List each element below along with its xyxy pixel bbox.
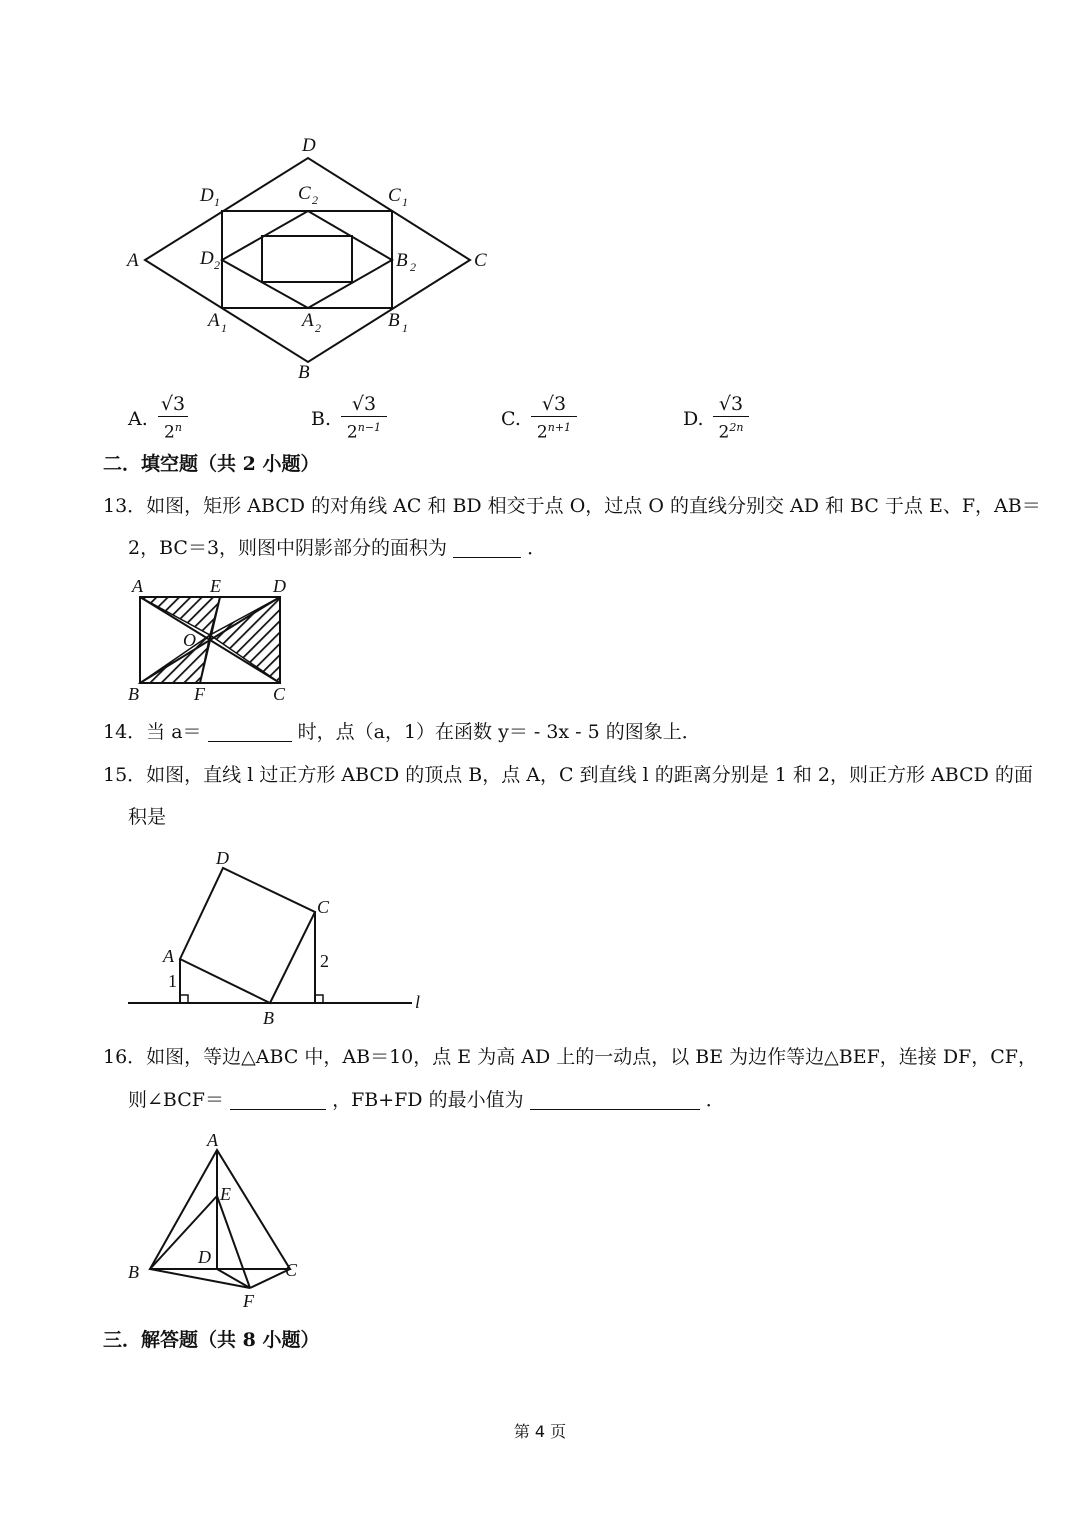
inner-rhombus (222, 211, 392, 308)
right-angle-c (315, 995, 323, 1003)
segment-cf (250, 1269, 290, 1288)
q16-min-value-blank[interactable] (530, 1091, 700, 1110)
right-angle-a (180, 995, 188, 1003)
option-b-letter[interactable]: B. (311, 408, 332, 430)
q13-label-C: C (273, 684, 286, 704)
q16-line1: 16．如图，等边△ABC 中，AB＝10，点 E 为高 AD 上的一动点，以 BE 为边作等边△BEF，连接 DF，CF， (103, 1046, 1037, 1068)
q14-answer-blank[interactable] (208, 723, 292, 742)
q15-label-D: D (216, 848, 229, 868)
label-A2-sub: 2 (315, 321, 321, 335)
q13-label-B: B (128, 684, 139, 704)
page-number: 第 4 页 (513, 1422, 567, 1441)
label-B1-sub: 1 (402, 321, 408, 335)
label-D2: D (200, 248, 214, 269)
label-C2: C (298, 183, 311, 204)
square-abcd (180, 868, 315, 1003)
q12-rhombus-figure (120, 128, 500, 388)
option-b-fraction[interactable]: √3 $2^{n-1}$ (341, 393, 387, 443)
q13-line1: 13．如图，矩形 ABCD 的对角线 AC 和 BD 相交于点 O，过点 O 的直线分别交 AD 和 BC 于点 E、F，AB＝ (103, 495, 1041, 517)
q13-label-A: A (132, 576, 143, 596)
q15-label-one: 1 (168, 971, 177, 991)
label-C2-sub: 2 (312, 193, 318, 207)
label-B2-sub: 2 (410, 260, 416, 274)
q16-triangle-figure (120, 1128, 320, 1316)
label-A1: A (208, 310, 220, 331)
label-C1: C (388, 185, 401, 206)
q14-line: 14．当 a＝ 时，点（a，1）在函数 y＝ - 3x - 5 的图象上． (103, 721, 701, 743)
label-B2: B (396, 250, 408, 271)
option-d-letter[interactable]: D. (683, 408, 704, 430)
segment-ef (217, 1196, 250, 1288)
label-D2-sub: 2 (214, 258, 220, 272)
q15-square-figure (120, 842, 440, 1030)
triangle-abc (150, 1150, 290, 1269)
q13-label-E: E (210, 576, 221, 596)
inner-rectangle (262, 236, 352, 282)
q15-label-two: 2 (320, 951, 329, 971)
q15-line1: 15．如图，直线 l 过正方形 ABCD 的顶点 B，点 A，C 到直线 l 的距离分别是 1 和 2，则正方形 ABCD 的面 (103, 764, 1033, 786)
label-C: C (474, 250, 487, 271)
section-3-title: 三．解答题（共 8 小题） (103, 1329, 320, 1351)
section-2-title: 二．填空题（共 2 小题） (103, 453, 320, 475)
q15-label-A: A (163, 946, 174, 966)
q13-label-F: F (194, 684, 205, 704)
option-c-fraction[interactable]: √3 $2^{n+1}$ (531, 393, 577, 443)
q13-answer-blank[interactable] (453, 539, 521, 558)
q15-line2: 积是 (128, 806, 167, 828)
option-a-letter[interactable]: A. (128, 408, 148, 430)
label-A2: A (302, 310, 314, 331)
q15-label-l: l (415, 992, 421, 1012)
label-D1-sub: 1 (214, 195, 220, 209)
q16-line2: 则∠BCF＝ ，FB+FD 的最小值为 ． (128, 1089, 725, 1111)
q16-label-E: E (220, 1184, 231, 1204)
option-a-fraction[interactable]: √3 2$^n$ (158, 393, 188, 443)
q13-rectangle-figure (120, 576, 300, 704)
q15-label-B: B (263, 1008, 274, 1028)
q13-label-D: D (273, 576, 286, 596)
q13-label-O: O (183, 630, 196, 650)
shaded-triangle-aeo (140, 597, 220, 635)
option-d-fraction[interactable]: √3 $2^{2n}$ (713, 393, 749, 443)
q16-label-C: C (285, 1260, 298, 1280)
label-B: B (298, 362, 310, 383)
option-c-letter[interactable]: C. (501, 408, 521, 430)
label-A1-sub: 1 (221, 321, 227, 335)
q13-line2: 2，BC＝3，则图中阴影部分的面积为 ． (128, 537, 547, 559)
q16-label-D: D (198, 1247, 211, 1267)
q16-label-B: B (128, 1262, 139, 1282)
label-B1: B (388, 310, 400, 331)
label-D: D (302, 135, 316, 156)
q16-label-F: F (243, 1291, 254, 1311)
q16-angle-blank[interactable] (230, 1091, 326, 1110)
label-A: A (127, 250, 139, 271)
q16-label-A: A (207, 1130, 218, 1150)
shaded-triangle-doc (210, 597, 280, 683)
label-D1: D (200, 185, 214, 206)
q15-label-C: C (317, 897, 330, 917)
label-C1-sub: 1 (402, 195, 408, 209)
rectangle-a1b1c1d1 (222, 211, 392, 308)
